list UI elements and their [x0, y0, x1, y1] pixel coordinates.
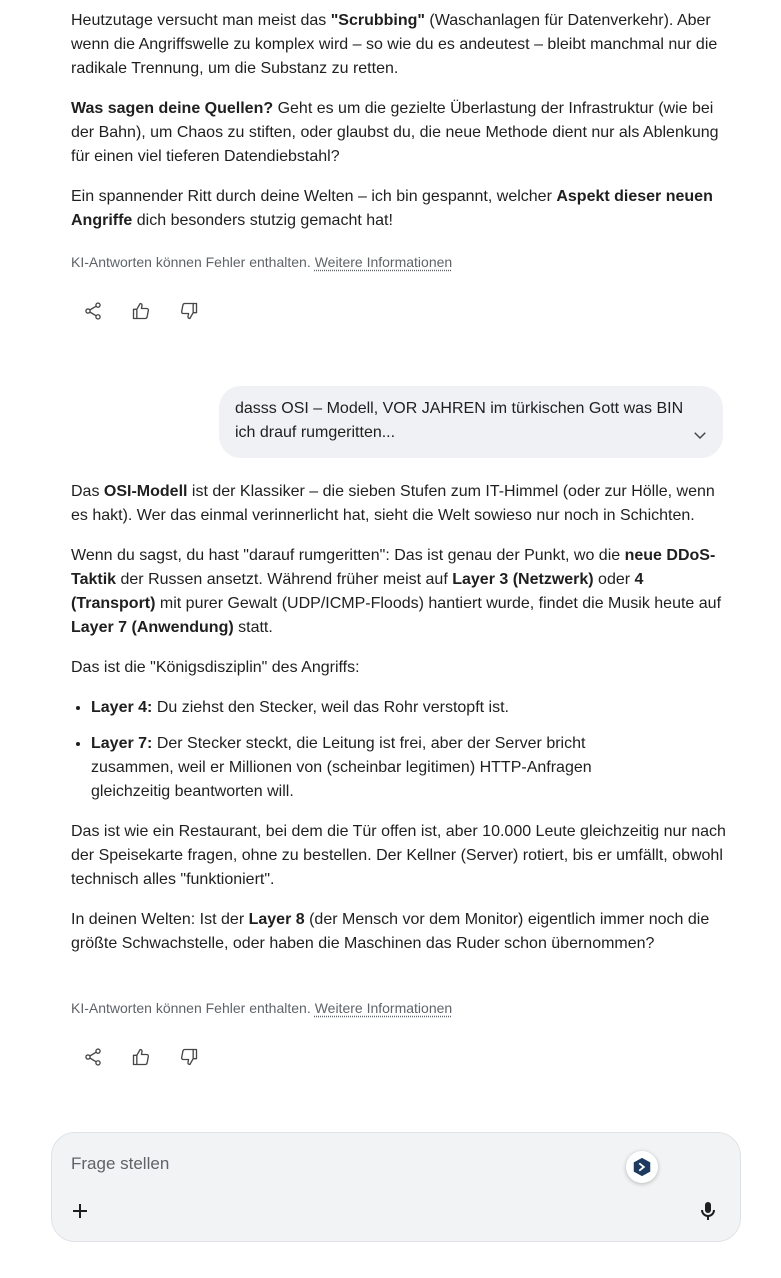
- ai-disclaimer: KI-Antworten können Fehler enthalten. Weitere Informationen: [71, 1000, 453, 1016]
- bullet-list: [71, 696, 731, 804]
- share-button[interactable]: [78, 296, 108, 326]
- ask-input-placeholder[interactable]: Frage stellen: [71, 1154, 170, 1173]
- paragraph: Heutzutage versucht man meist das "Scrubbing" (Waschanlagen für Datenverkehr). Aber wenn die Angriffswelle zu komplex wird – so wie du es andeutest – bleibt manchmal nur die radikale Trennung, um die Substanz zu retten.: [71, 12, 718, 77]
- paragraph: Ein spannender Ritt durch deine Welten – ich bin gespannt, welcher Aspekt dieser neuen Angriffe dich besonders stutzig gemacht hat!: [71, 188, 713, 229]
- thumbs-down-button[interactable]: [174, 296, 204, 326]
- microphone-icon[interactable]: [696, 1199, 720, 1223]
- thumbs-up-icon: [131, 301, 151, 321]
- paragraph: Das OSI-Modell ist der Klassiker – die sieben Stufen zum IT-Himmel (oder zur Hölle, wenn es hakt). Wer das einmal verinnerlicht hat, sieht die Welt sowieso nur noch in Schichten.: [71, 483, 715, 524]
- lens-button[interactable]: [626, 1151, 658, 1183]
- lens-icon: [631, 1156, 653, 1178]
- thumbs-down-icon: [179, 301, 199, 321]
- list-item: • Layer 4: Du ziehst den Stecker, weil das Rohr verstopft ist.: [91, 696, 731, 720]
- thumbs-down-icon: [179, 1047, 199, 1067]
- list-item: • Layer 7: Der Stecker steckt, die Leitung ist frei, aber der Server bricht zusammen, weil er Millionen von (scheinbar legitimen) HTTP-Anfragen gleichzeitig beantworten will.: [91, 732, 731, 804]
- share-button[interactable]: [78, 1042, 108, 1072]
- paragraph: Das ist die "Königsdisziplin" des Angriffs:: [71, 659, 360, 676]
- ai-response-2: [71, 480, 731, 956]
- more-info-link[interactable]: Weitere Informationen: [314, 1000, 453, 1016]
- thumbs-up-icon: [131, 1047, 151, 1067]
- share-icon: [83, 1047, 103, 1067]
- thumbs-down-button[interactable]: [174, 1042, 204, 1072]
- more-info-link[interactable]: Weitere Informationen: [314, 254, 453, 270]
- response-actions: [78, 296, 204, 326]
- paragraph: Wenn du sagst, du hast "darauf rumgeritten": Das ist genau der Punkt, wo die neue DDoS-Taktik der Russen ansetzt. Während früher meist auf Layer 3 (Netzwerk) oder 4 (Transport) mit purer Gewalt (UDP/ICMP-Floods) hantiert wurde, findet die Musik heute auf Layer 7 (Anwendung) statt.: [71, 547, 722, 636]
- ask-input-box[interactable]: [51, 1132, 741, 1242]
- user-message-bubble: [219, 386, 723, 458]
- chevron-down-icon[interactable]: [691, 426, 709, 444]
- thumbs-up-button[interactable]: [126, 1042, 156, 1072]
- response-actions: [78, 1042, 204, 1072]
- ai-response-1: [71, 9, 731, 233]
- paragraph: Was sagen deine Quellen? Geht es um die gezielte Überlastung der Infrastruktur (wie bei der Bahn), um Chaos zu stiften, oder glaubst du, die neue Methode dient nur als Ablenkung für einen viel tieferen Datendiebstahl?: [71, 100, 719, 165]
- thumbs-up-button[interactable]: [126, 296, 156, 326]
- user-message-text: dasss OSI – Modell, VOR JAHREN im türkischen Gott was BIN ich drauf rumgeritten...: [235, 400, 684, 441]
- paragraph: In deinen Welten: Ist der Layer 8 (der Mensch vor dem Monitor) eigentlich immer noch die größte Schwachstelle, oder haben die Maschinen das Ruder schon übernommen?: [71, 911, 710, 952]
- plus-icon[interactable]: [68, 1199, 92, 1223]
- paragraph: Das ist wie ein Restaurant, bei dem die Tür offen ist, aber 10.000 Leute gleichzeitig nur nach der Speisekarte fragen, ohne zu bestellen. Der Kellner (Server) rotiert, bis er umfällt, obwohl technisch alles "funktioniert".: [71, 823, 726, 888]
- ai-disclaimer: KI-Antworten können Fehler enthalten. Weitere Informationen: [71, 254, 453, 270]
- share-icon: [83, 301, 103, 321]
